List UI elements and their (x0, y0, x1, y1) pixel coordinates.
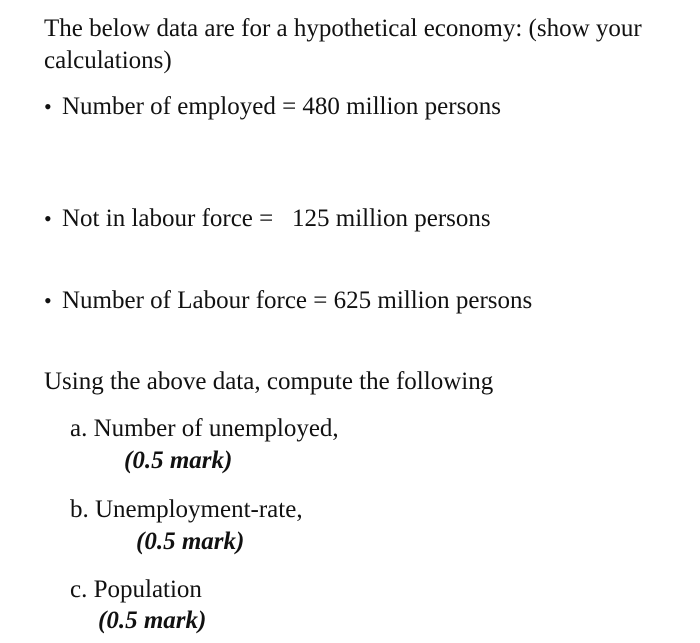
intro-line-2: calculations) (44, 47, 172, 74)
question-b-mark: (0.5 mark) (136, 528, 245, 555)
bullet-text: Not in labour force = 125 million persons (62, 205, 491, 232)
instruction-text: Using the above data, compute the following (44, 368, 494, 395)
bullet-text: Number of employed = 480 million persons (62, 93, 502, 120)
question-a: a. Number of unemployed, (70, 415, 339, 442)
bullet-icon: • (44, 94, 52, 119)
bullet-icon: • (44, 206, 52, 231)
bullet-icon: • (44, 288, 52, 313)
bullet-text: Number of Labour force = 625 million persons (62, 287, 533, 314)
bullet-item-not-in-labour-force (44, 204, 491, 234)
bullet-item-employed (44, 92, 501, 122)
bullet-item-labour-force (44, 286, 532, 316)
question-c-mark: (0.5 mark) (98, 607, 207, 634)
question-b: b. Unemployment-rate, (70, 496, 303, 523)
question-a-mark: (0.5 mark) (124, 447, 233, 474)
question-c: c. Population (70, 576, 202, 603)
intro-line-1: The below data are for a hypothetical economy: (show your (44, 15, 642, 42)
